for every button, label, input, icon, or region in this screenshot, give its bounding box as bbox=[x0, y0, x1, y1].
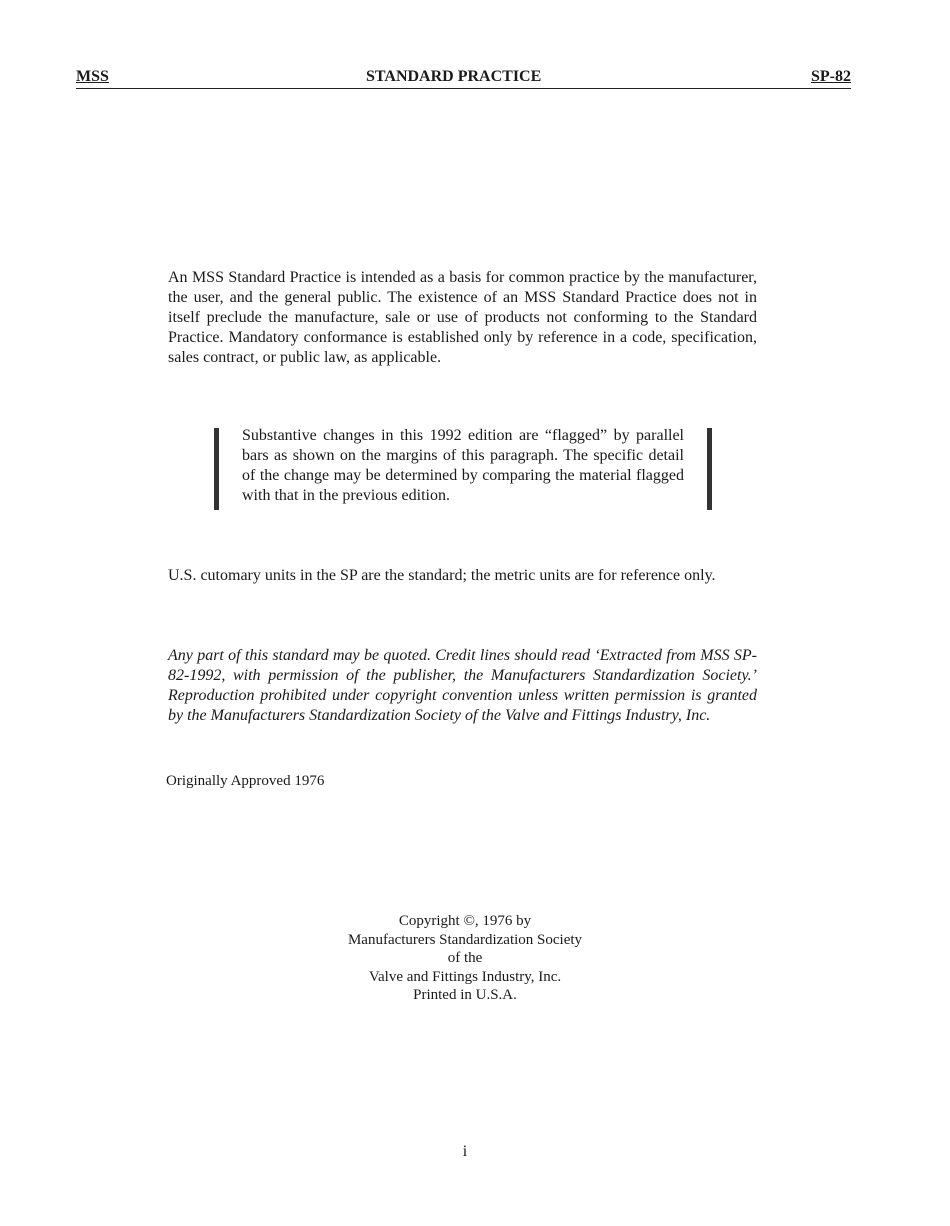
units-paragraph: U.S. cutomary units in the SP are the standard; the metric units are for reference only. bbox=[168, 567, 716, 584]
intro-paragraph: An MSS Standard Practice is intended as a basis for common practice by the manufacturer, the user, and the general public. The existence of an MSS Standard Practice does not in itself preclude the manufacture, sale or use of products not conforming to the Standard Practice. Mandatory conformance is established only by reference in a code, specification, sales contract, or public law, as applicable. bbox=[168, 269, 757, 366]
copyright-line: Printed in U.S.A. bbox=[413, 987, 517, 1003]
header-org: MSS bbox=[76, 68, 109, 85]
flagged-paragraph-box bbox=[214, 426, 712, 512]
header-title: STANDARD PRACTICE bbox=[366, 68, 542, 85]
page-number: i bbox=[462, 1143, 468, 1160]
copyright-line: Manufacturers Standardization Society bbox=[347, 931, 583, 948]
flagged-paragraph: Substantive changes in this 1992 edition are “flagged” by parallel bars as shown on the margins of this paragraph. The specific detail of the change may be determined by comparing the material flagged with that in the previous edition. bbox=[242, 427, 684, 504]
copyright-line: of the bbox=[447, 950, 483, 966]
quote-paragraph: Any part of this standard may be quoted. Credit lines should read ‘Extracted from MSS SP-82-1992, with permission of the publisher, the Manufacturers Standardization Society.’ Reproduction prohibited under copyright convention unless written permission is granted by the Manufacturers Standardization Society of the Valve and Fittings Industry, Inc. bbox=[168, 647, 757, 724]
running-header bbox=[76, 66, 851, 89]
copyright-line: Valve and Fittings Industry, Inc. bbox=[368, 968, 562, 985]
change-bar-right bbox=[707, 428, 712, 510]
copyright-block bbox=[300, 912, 630, 1005]
change-bar-left bbox=[214, 428, 219, 510]
approval-note: Originally Approved 1976 bbox=[166, 773, 325, 789]
copyright-line: Copyright ©, 1976 by bbox=[398, 913, 532, 929]
header-doc-id: SP-82 bbox=[811, 68, 851, 85]
